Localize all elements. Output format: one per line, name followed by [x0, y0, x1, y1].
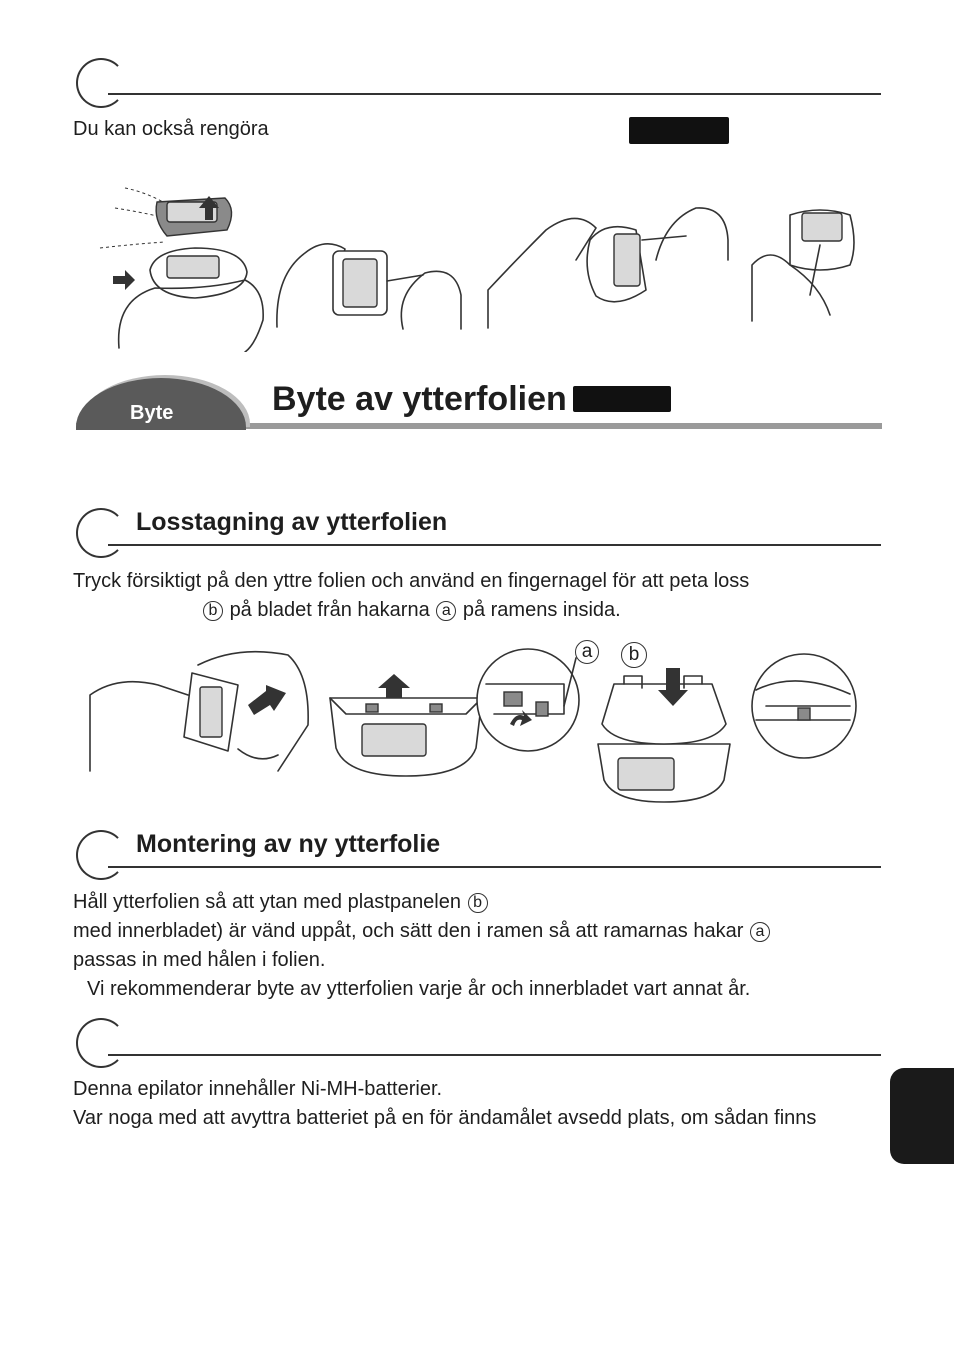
- illustration-callout-a-label: a: [581, 641, 593, 662]
- cleaning-illustration-3: [486, 200, 731, 330]
- section-marker-circle: [76, 830, 126, 880]
- illustration-callout-b-label: b: [628, 644, 640, 665]
- mount-instruction-line1: [73, 888, 489, 917]
- callout-mark-a: a: [750, 922, 770, 942]
- cleaning-intro-text: Du kan också rengöra: [73, 118, 269, 140]
- section-marker-circle: [76, 1018, 126, 1068]
- callout-mark-b: b: [468, 893, 488, 913]
- remove-instruction-line2: [202, 596, 621, 625]
- callout-mark-a: a: [436, 601, 456, 621]
- removal-illustration-1: [88, 645, 310, 773]
- mount-recommendation: Vi rekommenderar byte av ytterfolien varje år och innerbladet vart annat år.: [87, 978, 751, 1000]
- section-rule: [108, 93, 881, 95]
- section-marker-circle: [76, 58, 126, 108]
- remove-text-b: på ramens insida.: [462, 599, 621, 621]
- section-rule: [108, 866, 881, 868]
- mount-text-line2: med innerbladet) är vänd uppåt, och sätt den i ramen så att ramarnas hakar: [73, 920, 744, 942]
- cleaning-illustration-4: [750, 205, 860, 323]
- redacted-block: [573, 386, 671, 412]
- battery-info-line1: Denna epilator innehåller Ni-MH-batterier.: [73, 1078, 443, 1100]
- cleaning-illustration-2: [275, 235, 465, 330]
- mount-instruction-line2: [73, 917, 771, 946]
- section-rule: [108, 544, 881, 546]
- section-rule: [108, 1054, 881, 1056]
- remove-instruction-line1: Tryck försiktigt på den yttre folien och använd en fingernagel för att peta loss: [73, 570, 750, 592]
- language-side-tab: [890, 1068, 954, 1164]
- page-title: Byte av ytterfolien: [272, 380, 567, 418]
- section-marker-circle: [76, 508, 126, 558]
- mount-text-line1: Håll ytterfolien så att ytan med plastpanelen: [73, 891, 461, 913]
- removal-detail-circle-a: [474, 644, 584, 754]
- section-tab-label: Byte: [130, 402, 174, 424]
- illustration-callout-a: [575, 640, 599, 664]
- redacted-block: [629, 117, 729, 144]
- section-heading-mount: Montering av ny ytterfolie: [136, 830, 441, 858]
- illustration-callout-b: [621, 642, 647, 668]
- removal-illustration-2: [326, 668, 486, 780]
- callout-mark-b: b: [203, 601, 223, 621]
- removal-illustration-3: [594, 664, 734, 804]
- removal-detail-circle-b: [746, 650, 862, 762]
- section-heading-remove: Losstagning av ytterfolien: [136, 508, 448, 536]
- battery-info-line2: Var noga med att avyttra batteriet på en för ändamålet avsedd plats, om sådan finns: [73, 1107, 817, 1129]
- cleaning-illustration-1: [95, 180, 270, 352]
- remove-text-a: på bladet från hakarna: [229, 599, 430, 621]
- mount-instruction-line3: passas in med hålen i folien.: [73, 949, 326, 971]
